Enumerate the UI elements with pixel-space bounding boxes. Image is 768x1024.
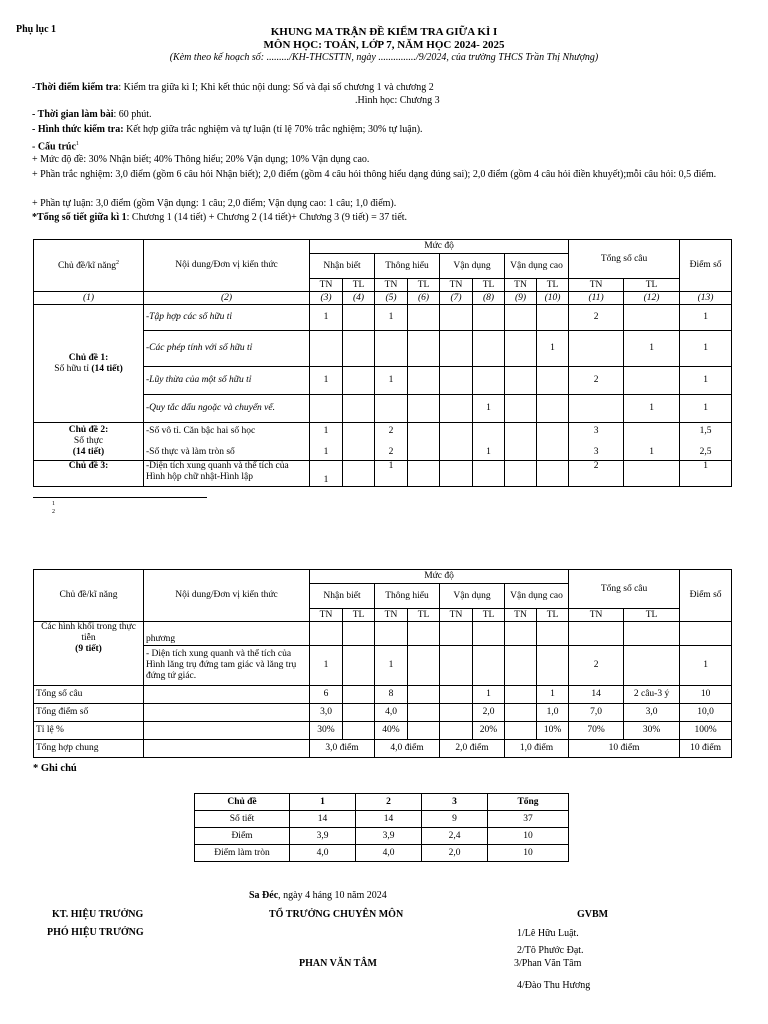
value-cell: [505, 646, 537, 686]
value-cell: 10 điểm: [569, 740, 680, 758]
header-tn: TN: [440, 609, 473, 622]
info-label: -Thời điểm kiểm tra: [32, 82, 119, 93]
value-cell: 1: [680, 395, 732, 423]
topic-name: Số thực: [73, 436, 104, 446]
header-th: Thông hiểu: [375, 584, 440, 609]
content-cell: -Lũy thừa của một số hữu tỉ: [144, 367, 310, 395]
row-label: Tổng số câu: [34, 686, 144, 704]
value-cell: [440, 722, 473, 740]
topic-hours: (9 tiết): [75, 644, 102, 654]
value-cell: [375, 423, 408, 461]
sign-pht-label: PHÓ HIỆU TRƯỞNG: [47, 927, 144, 938]
value-cell: [343, 423, 375, 461]
teacher-2: 2/Tô Phước Đạt.: [517, 945, 584, 956]
info-label: *Tổng số tiết giữa kì 1: [32, 212, 127, 223]
col-num: (7): [440, 292, 473, 305]
summary-cell: Điểm làm tròn: [195, 845, 290, 862]
value-cell: [343, 686, 375, 704]
table-row: [34, 305, 732, 331]
value-cell: [343, 305, 375, 331]
header-tl: TL: [473, 609, 505, 622]
footnote-ref: 1: [75, 141, 79, 147]
summary-cell: 10: [488, 828, 569, 845]
value-cell: 30%: [624, 722, 680, 740]
teacher-4: 4/Đào Thu Hương: [517, 980, 591, 991]
value-cell: [624, 423, 680, 461]
value-cell: [473, 461, 505, 487]
header-content: Nội dung/Đơn vị kiến thức: [144, 240, 310, 292]
info-text: : 60 phút.: [113, 109, 152, 120]
value-cell: [537, 305, 569, 331]
value-cell: 2 câu-3 ý: [624, 686, 680, 704]
col-num: (3): [310, 292, 343, 305]
value-cell: 1: [680, 305, 732, 331]
value-cell: [505, 686, 537, 704]
header-tl: TL: [408, 279, 440, 292]
header-tl: TL: [624, 279, 680, 292]
value-cell: [505, 722, 537, 740]
value-cell: 1: [310, 461, 343, 487]
value-cell: [569, 423, 624, 461]
content-cell: [144, 423, 310, 461]
topic-hours: (14 tiết): [72, 447, 105, 457]
value-cell: 1: [310, 646, 343, 686]
value-cell: [375, 331, 408, 367]
summary-header: Chủ đề: [195, 794, 290, 811]
row-label: Tổng hợp chung: [34, 740, 144, 758]
header-score: Điểm số: [680, 240, 732, 292]
value-cell: 1: [680, 646, 732, 686]
value-cell: 1: [375, 461, 408, 487]
value-cell: 1: [375, 646, 408, 686]
col-num: (8): [473, 292, 505, 305]
value-cell: [624, 305, 680, 331]
value-cell: [473, 305, 505, 331]
summary-row-score: [34, 704, 732, 722]
value-cell: [473, 423, 505, 461]
info-multiple-choice: + Phần trắc nghiệm: 3,0 điểm (gồm 6 câu hỏi Nhận biết); 2,0 điểm (gồm 4 câu hỏi thông hiểu dạng đúng sai); 2,0 điểm (gồm 4 câu hỏi điền khuyết);mỗi câu hỏi: 0,5 điểm.: [32, 169, 717, 180]
summary-cell: Số tiết: [195, 811, 290, 828]
value-cell: [440, 331, 473, 367]
value-bottom: 1: [323, 446, 329, 457]
value-cell: 10: [680, 686, 732, 704]
table-row: [195, 811, 569, 828]
value-cell: [537, 395, 569, 423]
topic-3-cell: [34, 461, 144, 487]
info-levels: + Mức độ đề: 30% Nhận biết; 40% Thông hiểu; 20% Vận dụng; 10% Vận dụng cao.: [32, 154, 370, 165]
summary-cell: Điểm: [195, 828, 290, 845]
summary-cell: 4,0: [290, 845, 356, 862]
value-cell: 1: [680, 367, 732, 395]
summary-header: Tổng: [488, 794, 569, 811]
date: , ngày 4 háng 10 năm 2024: [278, 890, 387, 901]
content-line: -Số thực và làm tròn số: [146, 446, 235, 457]
summary-cell: 2,4: [422, 828, 488, 845]
header-tn: TN: [569, 609, 624, 622]
value-cell: 1: [375, 367, 408, 395]
value-cell: [440, 461, 473, 487]
table-row: [195, 828, 569, 845]
value-cell: [408, 305, 440, 331]
value-cell: [310, 395, 343, 423]
header-vd: Vận dụng: [440, 254, 505, 279]
col-num: (12): [624, 292, 680, 305]
topic-2-cell: [34, 423, 144, 461]
summary-header: 2: [356, 794, 422, 811]
value-cell: [343, 395, 375, 423]
value-cell: 3,0: [310, 704, 343, 722]
place: Sa Đéc: [249, 890, 279, 901]
value-cell: 1: [680, 331, 732, 367]
value-cell: 1: [473, 395, 505, 423]
header-nb: Nhận biết: [310, 584, 375, 609]
content-cell: -Quy tắc dấu ngoặc và chuyển vế.: [144, 395, 310, 423]
value-cell: 20%: [473, 722, 505, 740]
value-cell: 6: [310, 686, 343, 704]
note-label: * Ghi chú: [33, 763, 77, 774]
info-label: - Hình thức kiểm tra:: [32, 124, 124, 135]
value-cell: [505, 305, 537, 331]
summary-cell: 3,9: [290, 828, 356, 845]
sign-ttcm-name: PHAN VĂN TÂM: [299, 958, 377, 969]
teacher-3: 3/Phan Văn Tâm: [514, 958, 582, 969]
value-cell: 1: [473, 686, 505, 704]
content-cell: - Diện tích xung quanh và thể tích của Hình lăng trụ đứng tam giác và lăng trụ đứng tứ giác.: [144, 646, 310, 686]
value-cell: [440, 305, 473, 331]
value-cell: [473, 646, 505, 686]
header-vdc: Vận dụng cao: [505, 584, 569, 609]
content-line: -Số vô tỉ. Căn bậc hai số học: [146, 425, 256, 436]
value-cell: 14: [569, 686, 624, 704]
value-cell: [505, 704, 537, 722]
value-cell: 1: [624, 331, 680, 367]
header-score: Điểm số: [680, 570, 732, 622]
sign-kt-label: KT. HIỆU TRƯỞNG: [52, 909, 144, 920]
summary-cell: 3,9: [356, 828, 422, 845]
value-cell: 1: [310, 367, 343, 395]
topic-title: Chủ đề 2:: [68, 425, 109, 435]
topic-title: Chủ đề 3:: [68, 461, 109, 471]
date-line: [249, 890, 387, 901]
header-th: Thông hiểu: [375, 254, 440, 279]
value-cell: 10,0: [680, 704, 732, 722]
value-cell: 10 điểm: [680, 740, 732, 758]
value-cell: [440, 395, 473, 423]
header-vd: Vận dụng: [440, 584, 505, 609]
footnote-1: 1: [52, 501, 55, 507]
value-cell: [624, 367, 680, 395]
value-cell: 2: [569, 461, 624, 487]
info-duration: [32, 108, 152, 121]
header-tn: TN: [505, 609, 537, 622]
col-num: (11): [569, 292, 624, 305]
info-label: - Cấu trúc: [32, 141, 76, 153]
value-cell: [375, 395, 408, 423]
header-tn: TN: [569, 279, 624, 292]
value-bottom: 1: [486, 446, 491, 457]
value-cell: [537, 367, 569, 395]
summary-cell: 9: [422, 811, 488, 828]
value-bottom: 2: [388, 446, 394, 457]
summary-cell: 2,0: [422, 845, 488, 862]
info-text: Kết hợp giữa trắc nghiệm và tự luận (tỉ lệ 70% trắc nghiệm; 30% tự luận).: [123, 124, 423, 135]
value-cell: [624, 461, 680, 487]
value-cell: [310, 331, 343, 367]
header-tn: TN: [310, 609, 343, 622]
header-tl: TL: [343, 279, 375, 292]
summary-row-general: [34, 740, 732, 758]
value-cell: [569, 331, 624, 367]
info-text: : Kiểm tra giữa kì I; Khi kết thúc nội dung: Số và đại số chương 1 và chương 2: [118, 82, 434, 93]
col-num: (10): [537, 292, 569, 305]
summary-cell: 14: [356, 811, 422, 828]
summary-cell: 14: [290, 811, 356, 828]
content-cell: -Tập hợp các số hữu tỉ: [144, 305, 310, 331]
value-cell: [440, 367, 473, 395]
topic-name: Các hình khối trong thực tiễn: [41, 622, 136, 643]
value-bottom: 1: [649, 446, 654, 457]
value-cell: 1,0 điểm: [505, 740, 569, 758]
header-topic: Chủ đề/kĩ năng: [34, 570, 144, 622]
value-cell: 2,0 điểm: [440, 740, 505, 758]
value-cell: [505, 331, 537, 367]
header-total-questions: Tổng số câu: [569, 240, 680, 279]
header-tn: TN: [375, 609, 408, 622]
value-cell: [408, 461, 440, 487]
value-cell: 1: [310, 305, 343, 331]
value-cell: [343, 722, 375, 740]
value-cell: 70%: [569, 722, 624, 740]
value-cell: 40%: [375, 722, 408, 740]
value-cell: [440, 704, 473, 722]
topic-title: Chủ đề 1:: [68, 352, 109, 363]
summary-row-questions: [34, 686, 732, 704]
value-top: 2: [388, 425, 394, 436]
info-format: [32, 123, 423, 136]
value-cell: [408, 395, 440, 423]
value-cell: [505, 423, 537, 461]
summary-cell: 4,0: [356, 845, 422, 862]
info-essay: + Phần tự luận: 3,0 điểm (gồm Vận dụng: 1 câu; 2,0 điểm; Vận dụng cao: 1 câu; 1,0 điểm).: [32, 198, 397, 209]
header-tl: TL: [537, 279, 569, 292]
value-cell: 4,0 điểm: [375, 740, 440, 758]
header-tl: TL: [624, 609, 680, 622]
col-num: (9): [505, 292, 537, 305]
value-top: 1: [323, 425, 329, 436]
value-cell: [408, 722, 440, 740]
value-cell: [537, 646, 569, 686]
content-cell: phương: [144, 622, 310, 646]
value-cell: [537, 423, 569, 461]
value-cell: [408, 686, 440, 704]
footnote-divider: [33, 497, 207, 498]
matrix-table-2: [33, 569, 732, 758]
title-line-1: KHUNG MA TRẬN ĐỀ KIỂM TRA GIỮA KÌ I: [270, 26, 498, 38]
summary-cell: 37: [488, 811, 569, 828]
value-cell: [343, 331, 375, 367]
value-cell: [408, 367, 440, 395]
subtitle: (Kèm theo kế hoạch số: ........./KH-THCSTTN, ngày .............../9/2024, của trường THCS Trần Thị Nhượng): [169, 52, 599, 63]
col-num: (6): [408, 292, 440, 305]
value-cell: [343, 461, 375, 487]
value-cell: [440, 686, 473, 704]
value-cell: 30%: [310, 722, 343, 740]
summary-table: [194, 793, 569, 862]
header-tl: TL: [343, 609, 375, 622]
value-cell: 3,0 điểm: [310, 740, 375, 758]
col-num: (5): [375, 292, 408, 305]
table-row: [34, 423, 732, 461]
header-tn: TN: [310, 279, 343, 292]
value-cell: 2,0: [473, 704, 505, 722]
value-cell: 3,0: [624, 704, 680, 722]
topic-1-cell: [34, 305, 144, 423]
header-tn: TN: [440, 279, 473, 292]
value-cell: [343, 646, 375, 686]
col-num: (13): [680, 292, 732, 305]
footnote-2: 2: [52, 509, 55, 515]
summary-cell: 10: [488, 845, 569, 862]
value-cell: 8: [375, 686, 408, 704]
table-row: [34, 461, 732, 487]
value-cell: 10%: [537, 722, 569, 740]
title-line-2: MÔN HỌC: TOÁN, LỚP 7, NĂM HỌC 2024- 2025: [263, 39, 505, 51]
header-tl: TL: [537, 609, 569, 622]
value-cell: [537, 461, 569, 487]
teacher-1: 1/Lê Hữu Luật.: [517, 928, 579, 939]
value-top: 1,5: [699, 425, 712, 436]
info-time-point: [32, 81, 752, 94]
row-label: Tỉ lệ %: [34, 722, 144, 740]
header-nb: Nhận biết: [310, 254, 375, 279]
header-topic: [34, 240, 144, 292]
value-cell: [680, 423, 732, 461]
header-topic-text: Chủ đề/kĩ năng: [57, 261, 117, 272]
sign-gvbm-label: GVBM: [577, 909, 609, 920]
col-num: (1): [34, 292, 144, 305]
appendix-label: Phụ lục 1: [16, 24, 57, 35]
value-cell: [408, 423, 440, 461]
value-cell: 2: [569, 646, 624, 686]
value-cell: [473, 331, 505, 367]
table-row: [195, 845, 569, 862]
value-cell: [343, 704, 375, 722]
value-cell: 1: [537, 686, 569, 704]
summary-header: 3: [422, 794, 488, 811]
header-tn: TN: [375, 279, 408, 292]
value-cell: [408, 704, 440, 722]
content-cell: -Diện tích xung quanh và thể tích của Hình hộp chữ nhật-Hình lập: [144, 461, 310, 487]
col-num: (4): [343, 292, 375, 305]
header-tn: TN: [505, 279, 537, 292]
value-cell: [440, 423, 473, 461]
value-cell: [624, 646, 680, 686]
value-cell: 100%: [680, 722, 732, 740]
value-cell: 2: [569, 367, 624, 395]
header-level: Mức độ: [310, 570, 569, 584]
value-cell: [408, 331, 440, 367]
value-cell: [440, 646, 473, 686]
footnote-ref: 2: [116, 260, 120, 267]
summary-header: 1: [290, 794, 356, 811]
value-cell: 1: [537, 331, 569, 367]
info-text: : Chương 1 (14 tiết) + Chương 2 (14 tiết)+ Chương 3 (9 tiết) = 37 tiết.: [126, 212, 408, 223]
value-cell: 4,0: [375, 704, 408, 722]
value-cell: 1,0: [537, 704, 569, 722]
info-label: - Thời gian làm bài: [32, 109, 114, 120]
value-cell: 2: [569, 305, 624, 331]
topic-3-cont-cell: [34, 622, 144, 686]
row-label: Tổng điểm số: [34, 704, 144, 722]
header-level: Mức độ: [310, 240, 569, 254]
value-cell: [505, 395, 537, 423]
value-cell: [569, 395, 624, 423]
value-cell: [408, 646, 440, 686]
sign-ttcm-label: TỔ TRƯỞNG CHUYÊN MÔN: [269, 909, 404, 920]
value-top: 3: [593, 425, 599, 436]
value-cell: [505, 461, 537, 487]
value-cell: [505, 367, 537, 395]
value-cell: 7,0: [569, 704, 624, 722]
value-cell: 1: [680, 461, 732, 487]
header-tl: TL: [408, 609, 440, 622]
summary-row-ratio: [34, 722, 732, 740]
content-cell: -Các phép tính với số hữu tỉ: [144, 331, 310, 367]
value-cell: 1: [624, 395, 680, 423]
value-bottom: 3: [593, 446, 599, 457]
info-structure: [32, 138, 79, 153]
header-content: Nội dung/Đơn vị kiến thức: [144, 570, 310, 622]
header-vdc: Vận dụng cao: [505, 254, 569, 279]
value-bottom: 2,5: [699, 446, 712, 457]
header-tl: TL: [473, 279, 505, 292]
value-cell: [310, 423, 343, 461]
col-num: (2): [144, 292, 310, 305]
value-cell: [343, 367, 375, 395]
topic-name: Số hữu tỉ: [54, 363, 92, 374]
value-cell: 1: [375, 305, 408, 331]
matrix-table-1: [33, 239, 732, 487]
info-total-periods: [32, 211, 407, 224]
table-row: [34, 622, 732, 646]
info-geometry: .Hình học: Chương 3: [355, 95, 440, 106]
value-cell: [473, 367, 505, 395]
topic-hours: (14 tiết): [91, 363, 123, 374]
header-total-questions: Tổng số câu: [569, 570, 680, 609]
